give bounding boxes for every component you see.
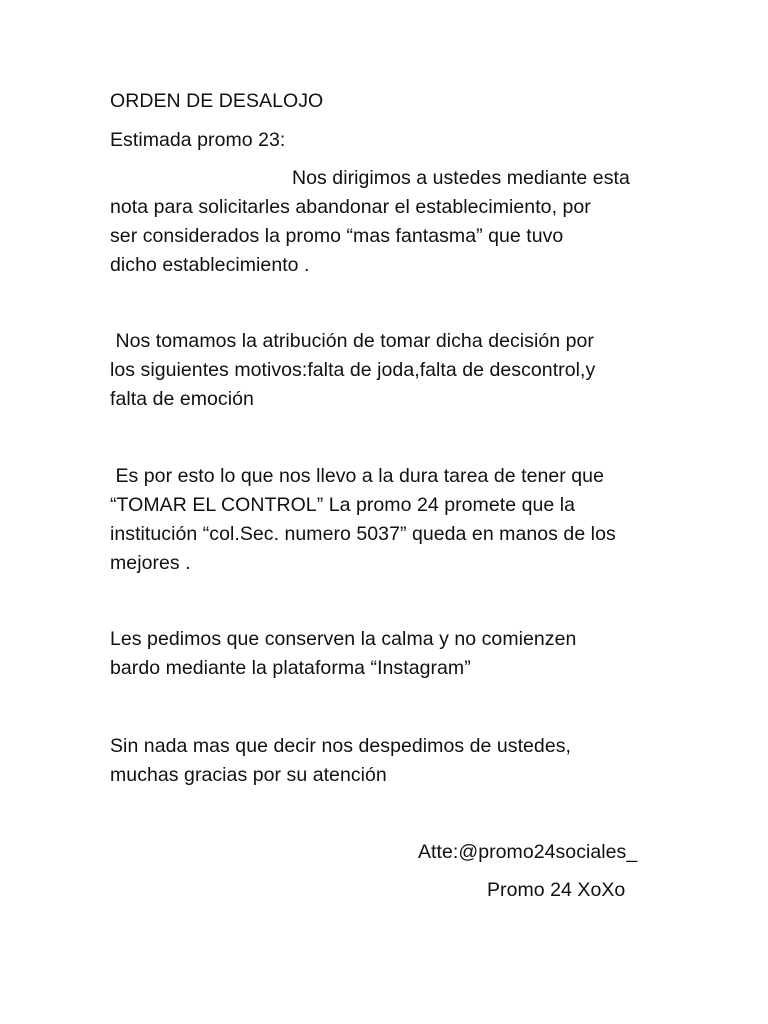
paragraph-3-line-1: Es por esto lo que nos llevo a la dura tarea de tener que [110,465,604,487]
paragraph-1-line-2: nota para solicitarles abandonar el establecimiento, por [110,196,591,218]
document-title: ORDEN DE DESALOJO [110,90,324,112]
paragraph-3-line-2: “TOMAR EL CONTROL” La promo 24 promete que la [110,494,576,516]
paragraph-5-line-2: muchas gracias por su atención [110,764,387,786]
paragraph-1-line-1: Nos dirigimos a ustedes mediante esta [292,167,630,189]
paragraph-4-line-2: bardo mediante la plataforma “Instagram” [110,657,471,679]
greeting: Estimada promo 23: [110,129,286,151]
paragraph-2-line-2: los siguientes motivos:falta de joda,falta de descontrol,y [110,359,596,381]
paragraph-3-line-3: institución “col.Sec. numero 5037” queda en manos de los [110,523,616,545]
paragraph-3-line-4: mejores . [110,552,191,574]
paragraph-5-line-1: Sin nada mas que decir nos despedimos de ustedes, [110,735,571,757]
paragraph-2-line-3: falta de emoción [110,388,254,410]
paragraph-4-line-1: Les pedimos que conserven la calma y no comienzen [110,628,577,650]
paragraph-1-line-4: dicho establecimiento . [110,254,310,276]
paragraph-2-line-1: Nos tomamos la atribución de tomar dicha decisión por [110,330,594,352]
signature-name: Promo 24 XoXo [487,879,626,901]
paragraph-1-line-3: ser considerados la promo “mas fantasma” que tuvo [110,225,564,247]
signature-handle: Atte:@promo24sociales_ [418,841,638,863]
